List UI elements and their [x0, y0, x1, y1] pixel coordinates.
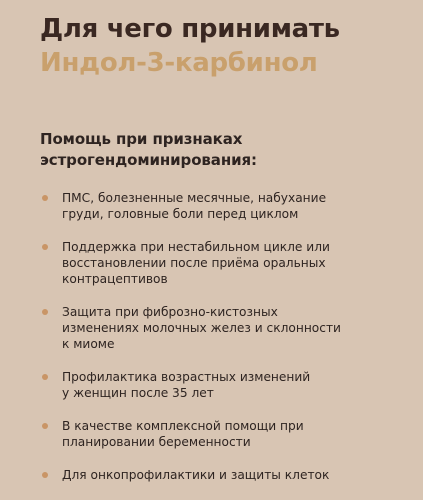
list-item: [40, 369, 423, 401]
list-item-text-line: груди, головные боли перед циклом: [62, 207, 299, 221]
section-heading-line-1: Помощь при признаках: [40, 130, 243, 148]
page-title: [40, 12, 423, 80]
list-item-text-line: у женщин после 35 лет: [62, 386, 214, 400]
list-item-text-line: Профилактика возрастных изменений: [62, 370, 311, 384]
list-item-text-line: В качестве комплексной помощи при: [62, 419, 304, 433]
bullet-dot-icon: [42, 374, 48, 380]
list-item-text-line: к миоме: [62, 337, 115, 351]
bullet-dot-icon: [42, 309, 48, 315]
list-item-text-line: Поддержка при нестабильном цикле или: [62, 240, 330, 254]
list-item-text-line: изменениях молочных желез и склонности: [62, 321, 341, 335]
title-line-primary: Для чего принимать: [40, 14, 340, 44]
section-heading: [40, 129, 423, 171]
list-item: [40, 418, 423, 450]
benefits-list: [40, 190, 423, 483]
list-item: [40, 304, 423, 352]
list-item-text-line: восстановлении после приёма оральных: [62, 256, 326, 270]
section-heading-line-2: эстрогендоминирования:: [40, 151, 257, 169]
list-item: [40, 239, 423, 287]
list-item-text-line: ПМС, болезненные месячные, набухание: [62, 191, 327, 205]
bullet-dot-icon: [42, 423, 48, 429]
list-item-text-line: Для онкопрофилактики и защиты клеток: [62, 468, 330, 482]
list-item-text-line: планировании беременности: [62, 435, 251, 449]
bullet-dot-icon: [42, 195, 48, 201]
list-item-text-line: контрацептивов: [62, 272, 168, 286]
list-item: [40, 190, 423, 222]
list-item-text-line: Защита при фиброзно-кистозных: [62, 305, 278, 319]
bullet-dot-icon: [42, 472, 48, 478]
title-line-accent: Индол-3-карбинол: [40, 48, 318, 78]
list-item: [40, 467, 423, 483]
bullet-dot-icon: [42, 244, 48, 250]
